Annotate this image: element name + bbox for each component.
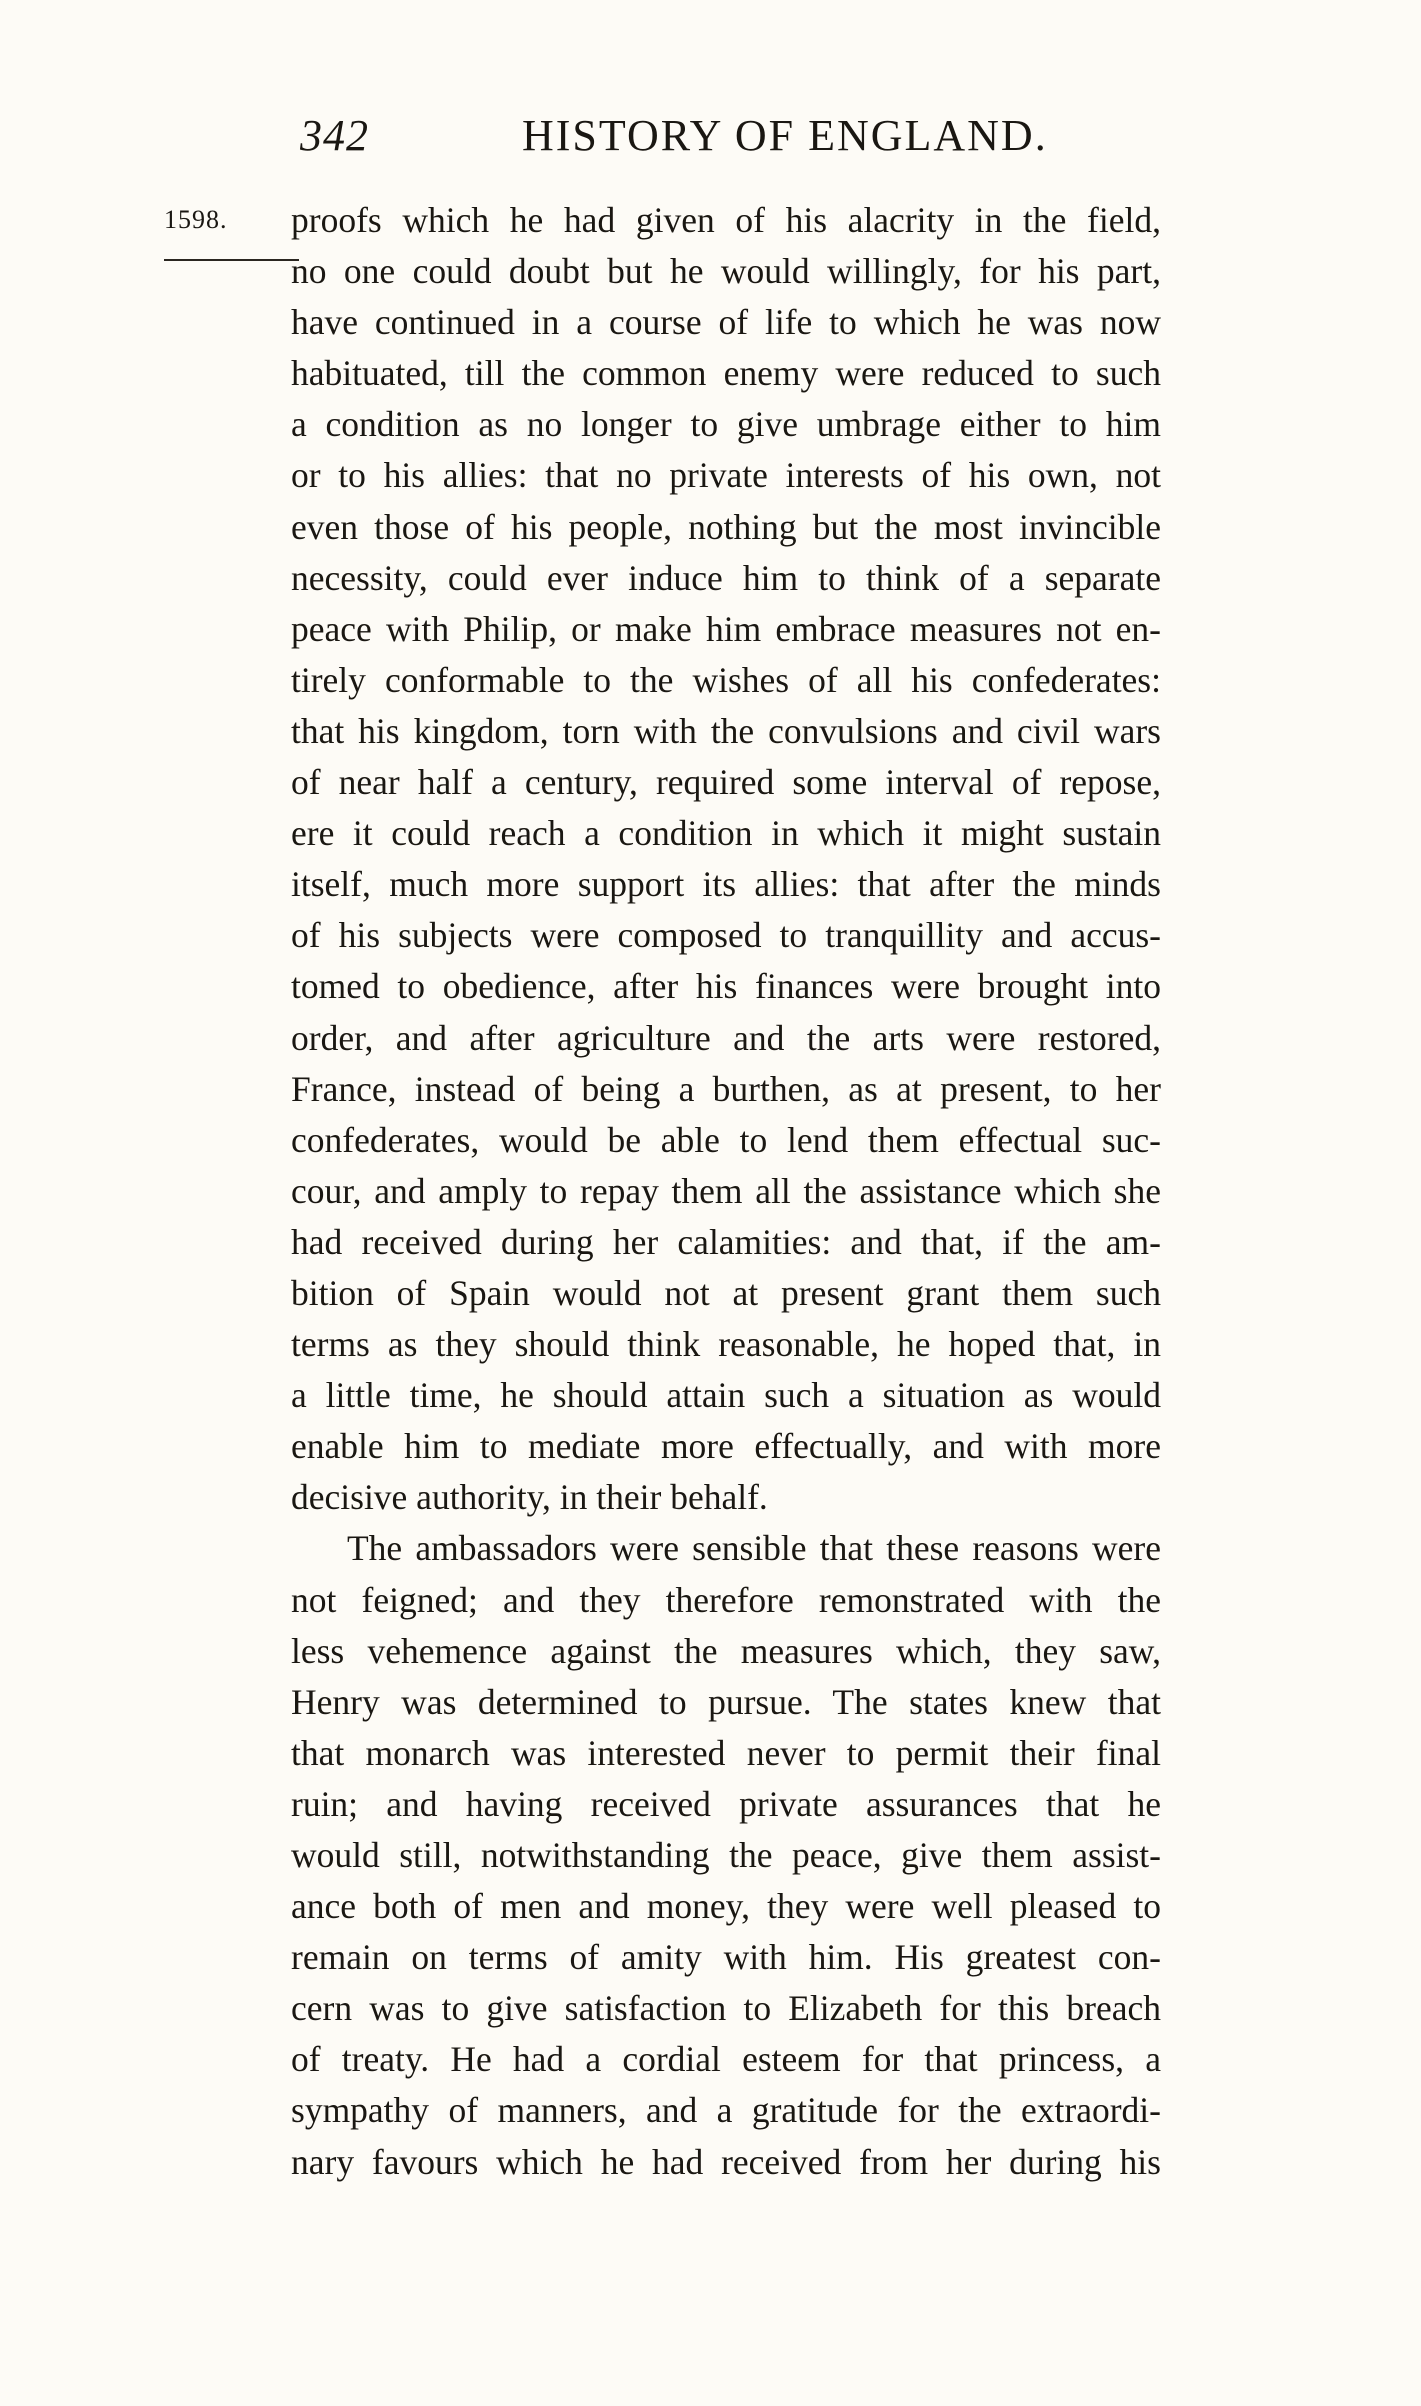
text-line: less vehemence against the measures which, they saw, — [291, 1630, 1161, 1671]
text-line: sympathy of manners, and a gratitude for the extraordi- — [291, 2090, 1161, 2131]
text-line: tomed to obedience, after his finances were brought into — [291, 966, 1161, 1007]
text-line: terms as they should think reasonable, he hoped that, in — [291, 1324, 1161, 1365]
text-line: cern was to give satisfaction to Elizabeth for this breach — [291, 1988, 1161, 2029]
margin-year-note: 1598. — [164, 205, 228, 234]
text-line: France, instead of being a burthen, as at present, to her — [291, 1068, 1161, 1109]
text-line: no one could doubt but he would willingly, for his part, — [291, 251, 1161, 292]
text-line: a little time, he should attain such a situation as would — [291, 1375, 1161, 1416]
paragraph-start-line: The ambassadors were sensible that these reasons were — [347, 1528, 1161, 1569]
text-line: had received during her calamities: and that, if the am- — [291, 1221, 1161, 1262]
text-line: ance both of men and money, they were well pleased to — [291, 1886, 1161, 1927]
text-line: confederates, would be able to lend them effectual suc- — [291, 1119, 1161, 1160]
text-line: tirely conformable to the wishes of all his confederates: — [291, 659, 1161, 700]
text-line: bition of Spain would not at present grant them such — [291, 1272, 1161, 1313]
text-line: have continued in a course of life to which he was now — [291, 302, 1161, 343]
text-line: cour, and amply to repay them all the assistance which she — [291, 1170, 1161, 1211]
text-line: of his subjects were composed to tranquillity and accus- — [291, 915, 1161, 956]
text-line: even those of his people, nothing but the most invincible — [291, 506, 1161, 547]
text-line: itself, much more support its allies: that after the minds — [291, 864, 1161, 905]
text-line: remain on terms of amity with him. His greatest con- — [291, 1937, 1161, 1978]
text-line: that his kingdom, torn with the convulsions and civil wars — [291, 710, 1161, 751]
body-text — [291, 195, 1161, 2188]
text-line: habituated, till the common enemy were reduced to such — [291, 353, 1161, 394]
text-line: nary favours which he had received from her during his — [291, 2141, 1161, 2182]
text-line: that monarch was interested never to permit their final — [291, 1732, 1161, 1773]
text-line: order, and after agriculture and the arts were restored, — [291, 1017, 1161, 1058]
page-header — [300, 110, 1150, 170]
text-line: not feigned; and they therefore remonstrated with the — [291, 1579, 1161, 1620]
text-line: enable him to mediate more effectually, and with more — [291, 1426, 1161, 1467]
text-line: proofs which he had given of his alacrity in the field, — [291, 200, 1161, 240]
text-line: ruin; and having received private assurances that he — [291, 1783, 1161, 1824]
text-line: of treaty. He had a cordial esteem for that princess, a — [291, 2039, 1161, 2080]
page-number: 342 — [300, 111, 369, 160]
text-line: would still, notwithstanding the peace, give them assist- — [291, 1835, 1161, 1875]
paragraph-end-line: decisive authority, in their behalf. — [291, 1477, 768, 1518]
text-line: of near half a century, required some interval of repose, — [291, 762, 1161, 803]
text-line: ere it could reach a condition in which it might sustain — [291, 813, 1161, 854]
running-head: HISTORY OF ENGLAND. — [522, 111, 1048, 160]
text-line: necessity, could ever induce him to think of a separate — [291, 557, 1161, 598]
margin-rule — [164, 259, 299, 261]
text-line: a condition as no longer to give umbrage either to him — [291, 404, 1161, 445]
text-line: or to his allies: that no private interests of his own, not — [291, 455, 1161, 496]
text-line: Henry was determined to pursue. The states knew that — [291, 1681, 1161, 1722]
text-line: peace with Philip, or make him embrace measures not en- — [291, 608, 1161, 649]
